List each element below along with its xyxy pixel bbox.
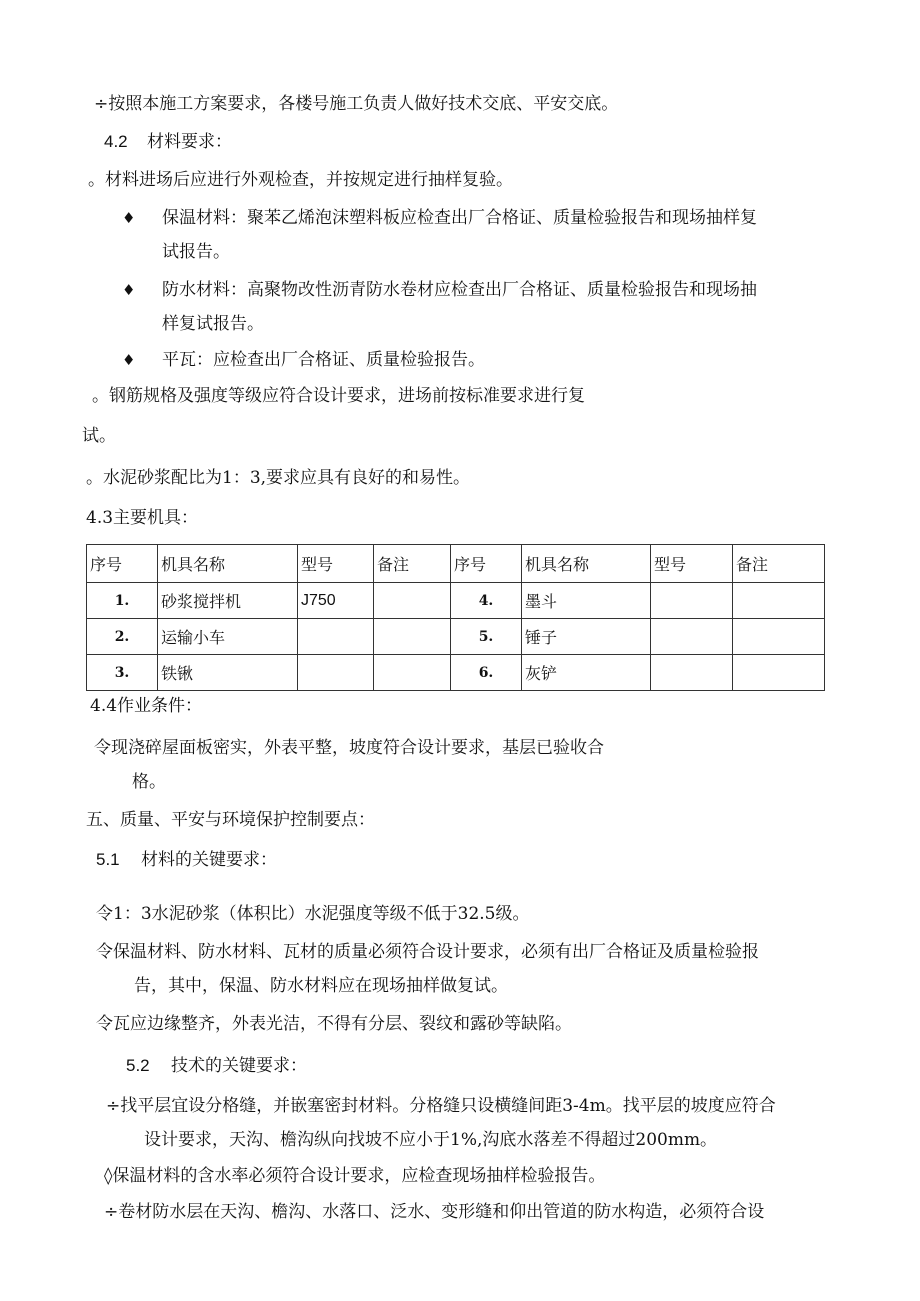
- table-cell: [651, 583, 733, 619]
- heading-text: 技术的关键要求：: [171, 1056, 308, 1076]
- table-header-cell: 序号: [87, 545, 158, 583]
- heading-5-1: [96, 848, 277, 872]
- table-header-cell: 机具名称: [522, 545, 651, 583]
- text-line-material-inspection: 。材料进场后应进行外观检查，并按规定进行抽样复验。: [88, 170, 513, 190]
- heading-number: 5.2: [126, 1056, 150, 1075]
- bullet-insulation-line2: 试报告。: [162, 242, 230, 262]
- table-cell: 4.: [451, 583, 522, 619]
- table-cell: [298, 655, 374, 691]
- bullet-waterproof-line1: 防水材料：高聚物改性沥青防水卷材应检查出厂合格证、质量检验报告和现场抽: [162, 280, 757, 300]
- table-cell: 墨斗: [522, 583, 651, 619]
- text-line-steel-line1: 。钢筋规格及强度等级应符合设计要求，进场前按标准要求进行复: [92, 386, 585, 406]
- table-cell: [298, 619, 374, 655]
- text-line-mortar-ratio: 。水泥砂浆配比为1：3,要求应具有良好的和易性。: [86, 468, 471, 488]
- table-cell: 5.: [451, 619, 522, 655]
- text-line-leveling-line1: ÷找平层宜设分格缝，并嵌塞密封材料。分格缝只设横缝间距3-4m。找平层的坡度应符合: [106, 1096, 776, 1116]
- text-line-tile-quality: 令瓦应边缘整齐，外表光洁，不得有分层、裂纹和露砂等缺陷。: [96, 1014, 572, 1034]
- heading-number: 4.2: [104, 132, 128, 151]
- table-cell: 运输小车: [158, 619, 298, 655]
- table-cell: J750: [298, 583, 374, 619]
- diamond-bullet-icon: ♦: [122, 281, 136, 299]
- text-line-leveling-line2: 设计要求，天沟、檐沟纵向找坡不应小于1%,沟底水落差不得超过200mm。: [144, 1130, 718, 1150]
- table-cell: 灰铲: [522, 655, 651, 691]
- table-cell: [374, 583, 451, 619]
- heading-text: 材料要求：: [147, 132, 233, 152]
- table-header-row: [87, 545, 825, 583]
- table-cell: 砂浆搅拌机: [158, 583, 298, 619]
- table-cell: [651, 619, 733, 655]
- table-header-cell: 序号: [451, 545, 522, 583]
- tools-table: [86, 544, 825, 691]
- diamond-bullet-icon: ♦: [122, 351, 136, 369]
- table-cell: 2.: [87, 619, 158, 655]
- table-cell: [651, 655, 733, 691]
- table-row: [87, 619, 825, 655]
- table-cell: 6.: [451, 655, 522, 691]
- bullet-waterproof-line2: 样复试报告。: [162, 314, 264, 334]
- heading-4-4: 4.4作业条件：: [90, 696, 203, 716]
- text-line-conditions-line1: 令现浇碎屋面板密实，外表平整，坡度符合设计要求，基层已验收合: [94, 738, 604, 758]
- table-header-cell: 机具名称: [158, 545, 298, 583]
- text-line-material-quality-line1: 令保温材料、防水材料、瓦材的质量必须符合设计要求，必须有出厂合格证及质量检验报: [96, 942, 759, 962]
- text-line-material-quality-line2: 告，其中，保温、防水材料应在现场抽样做复试。: [134, 976, 508, 996]
- text-line-construction-briefing: ÷按照本施工方案要求，各楼号施工负责人做好技术交底、平安交底。: [94, 94, 619, 114]
- heading-number: 5.1: [96, 850, 120, 869]
- text-line-moisture: ◊保温材料的含水率必须符合设计要求，应检查现场抽样检验报告。: [104, 1166, 606, 1186]
- heading-5-2: [126, 1054, 307, 1078]
- text-line-steel-line2: 试。: [82, 426, 116, 446]
- table-cell: [733, 583, 825, 619]
- text-line-waterproof-structure: ÷卷材防水层在天沟、檐沟、水落口、泛水、变形缝和仰出管道的防水构造，必须符合设: [104, 1202, 765, 1222]
- table-row: [87, 655, 825, 691]
- table-cell: 1.: [87, 583, 158, 619]
- section-5-title: 五、质量、平安与环境保护控制要点：: [86, 810, 375, 830]
- heading-text: 材料的关键要求：: [141, 850, 278, 870]
- table-row: [87, 583, 825, 619]
- heading-4-2: [104, 130, 232, 154]
- table-header-cell: 备注: [733, 545, 825, 583]
- diamond-bullet-icon: ♦: [122, 209, 136, 227]
- bullet-insulation-line1: 保温材料：聚苯乙烯泡沫塑料板应检查出厂合格证、质量检验报告和现场抽样复: [162, 208, 757, 228]
- table-cell: 铁锹: [158, 655, 298, 691]
- text-line-mortar-cement: 令1：3水泥砂浆（体积比）水泥强度等级不低于32.5级。: [96, 904, 530, 924]
- table-cell: [374, 655, 451, 691]
- heading-4-3: 4.3主要机具：: [86, 508, 199, 528]
- bullet-tile: 平瓦：应检查出厂合格证、质量检验报告。: [162, 350, 485, 370]
- text-line-conditions-line2: 格。: [132, 772, 166, 792]
- table-header-cell: 备注: [374, 545, 451, 583]
- table-header-cell: 型号: [651, 545, 733, 583]
- table-cell: 3.: [87, 655, 158, 691]
- table-cell: [374, 619, 451, 655]
- table-cell: 锤子: [522, 619, 651, 655]
- table-cell: [733, 619, 825, 655]
- table-header-cell: 型号: [298, 545, 374, 583]
- table-cell: [733, 655, 825, 691]
